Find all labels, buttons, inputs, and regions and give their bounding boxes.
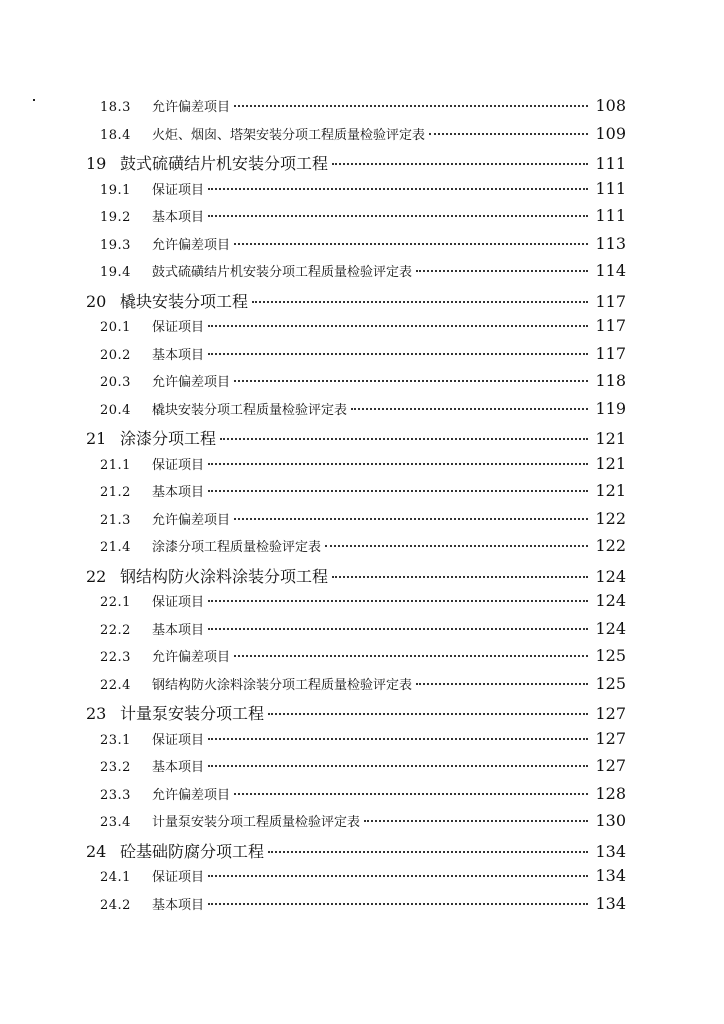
- table-of-contents: [84, 96, 626, 921]
- toc-section-row[interactable]: [84, 894, 626, 922]
- toc-entry-title: 允许偏差项目: [152, 100, 231, 115]
- toc-dot-leader: [234, 518, 588, 520]
- toc-dot-leader: [332, 163, 588, 165]
- toc-section-row[interactable]: [84, 811, 626, 839]
- toc-entry-title: 计量泵安装分项工程: [120, 704, 265, 723]
- toc-dot-leader: [332, 576, 588, 578]
- toc-entry-title: 鼓式硫磺结片机安装分项工程: [120, 154, 329, 173]
- toc-dot-leader: [234, 380, 588, 382]
- toc-page-number: 124: [595, 566, 626, 586]
- toc-dot-leader: [208, 903, 588, 905]
- toc-page-number: 117: [595, 291, 626, 311]
- toc-dot-leader: [234, 655, 588, 657]
- toc-chapter-row[interactable]: [84, 151, 626, 179]
- toc-entry-number: 18.4: [100, 127, 131, 143]
- toc-section-row[interactable]: [84, 591, 626, 619]
- toc-chapter-row[interactable]: [84, 701, 626, 729]
- toc-dot-leader: [325, 545, 588, 547]
- toc-entry-title: 鼓式硫磺结片机安装分项工程质量检验评定表: [152, 265, 413, 280]
- toc-entry-title: 允许偏差项目: [152, 237, 231, 253]
- toc-entry-title: 基本项目: [152, 897, 205, 913]
- toc-page-number: 119: [595, 398, 626, 418]
- toc-entry-title: 橇块安装分项工程质量检验评定表: [152, 402, 348, 418]
- toc-section-row[interactable]: [84, 316, 626, 344]
- toc-entry-title: 火炬、烟囱、塔架安装分项工程质量检验评定表: [152, 127, 426, 143]
- toc-section-row[interactable]: [84, 784, 626, 812]
- toc-section-row[interactable]: [84, 206, 626, 234]
- toc-entry-number: 20: [86, 291, 107, 311]
- toc-dot-leader: [208, 628, 588, 630]
- toc-entry-title: 允许偏差项目: [152, 512, 231, 528]
- toc-entry-title: 保证项目: [152, 595, 205, 610]
- toc-section-row[interactable]: [84, 729, 626, 757]
- toc-page-number: 111: [595, 206, 626, 225]
- toc-entry-title: 保证项目: [152, 182, 205, 198]
- toc-entry-title: 砼基础防腐分项工程: [120, 841, 265, 861]
- toc-entry-number: 20.4: [100, 402, 131, 418]
- toc-entry-title: 保证项目: [152, 732, 205, 748]
- toc-entry-title: 基本项目: [152, 485, 205, 500]
- toc-page-number: 128: [595, 783, 626, 803]
- toc-dot-leader: [208, 353, 588, 355]
- toc-dot-leader: [416, 683, 588, 685]
- toc-entry-number: 21.4: [100, 540, 131, 555]
- toc-page-number: 113: [595, 233, 626, 253]
- toc-page-number: 134: [595, 893, 626, 913]
- toc-chapter-row[interactable]: [84, 564, 626, 592]
- toc-entry-title: 计量泵安装分项工程质量检验评定表: [152, 815, 361, 830]
- toc-entry-title: 钢结构防火涂料涂装分项工程: [120, 566, 329, 586]
- toc-dot-leader: [234, 105, 588, 107]
- toc-entry-number: 24.1: [100, 870, 131, 885]
- toc-entry-number: 19.1: [100, 182, 131, 198]
- toc-dot-leader: [208, 490, 588, 492]
- toc-entry-number: 18.3: [100, 100, 131, 115]
- toc-entry-title: 基本项目: [152, 210, 205, 225]
- toc-entry-number: 22.4: [100, 677, 131, 693]
- toc-dot-leader: [208, 463, 588, 465]
- toc-section-row[interactable]: [84, 674, 626, 702]
- toc-dot-leader: [429, 133, 588, 135]
- toc-page-number: 134: [595, 866, 626, 885]
- toc-page-number: 117: [595, 343, 626, 363]
- toc-entry-number: 22.3: [100, 650, 131, 665]
- toc-dot-leader: [208, 188, 588, 190]
- toc-entry-number: 19.2: [100, 210, 131, 225]
- toc-page-number: 124: [595, 618, 626, 638]
- toc-section-row[interactable]: [84, 646, 626, 674]
- toc-page-number: 114: [595, 261, 626, 280]
- toc-section-row[interactable]: [84, 261, 626, 289]
- toc-entry-title: 橇块安装分项工程: [120, 291, 249, 311]
- toc-dot-leader: [208, 765, 588, 767]
- toc-entry-number: 21.2: [100, 485, 131, 500]
- toc-chapter-row[interactable]: [84, 839, 626, 867]
- toc-entry-title: 保证项目: [152, 870, 205, 885]
- toc-page-number: 111: [595, 154, 626, 173]
- toc-section-row[interactable]: [84, 866, 626, 894]
- toc-page-number: 121: [595, 481, 626, 500]
- toc-dot-leader: [252, 301, 588, 303]
- toc-page-number: 111: [595, 178, 626, 198]
- toc-page-number: 127: [595, 728, 626, 748]
- toc-entry-title: 基本项目: [152, 347, 205, 363]
- toc-entry-number: 21.3: [100, 512, 131, 528]
- toc-dot-leader: [208, 875, 588, 877]
- toc-page-number: 125: [595, 646, 626, 665]
- toc-page-number: 134: [595, 841, 626, 861]
- toc-entry-title: 允许偏差项目: [152, 650, 231, 665]
- toc-section-row[interactable]: [84, 344, 626, 372]
- toc-page-number: 122: [595, 508, 626, 528]
- toc-entry-title: 保证项目: [152, 320, 205, 335]
- toc-dot-leader: [268, 713, 588, 715]
- toc-chapter-row[interactable]: [84, 426, 626, 454]
- toc-chapter-row[interactable]: [84, 289, 626, 317]
- toc-dot-leader: [364, 820, 588, 822]
- toc-entry-number: 23.3: [100, 787, 131, 803]
- toc-section-row[interactable]: [84, 481, 626, 509]
- toc-entry-number: 22.1: [100, 595, 131, 610]
- toc-entry-number: 23: [86, 704, 107, 723]
- toc-entry-number: 22: [86, 566, 107, 586]
- toc-section-row[interactable]: [84, 454, 626, 482]
- toc-entry-number: 23.1: [100, 732, 131, 748]
- toc-entry-title: 钢结构防火涂料涂装分项工程质量检验评定表: [152, 677, 413, 693]
- toc-page-number: 130: [595, 811, 626, 830]
- toc-entry-number: 21.1: [100, 457, 131, 473]
- toc-page-number: 117: [595, 316, 626, 335]
- toc-entry-number: 24.2: [100, 897, 131, 913]
- toc-entry-number: 19: [86, 154, 107, 173]
- toc-section-row[interactable]: [84, 619, 626, 647]
- toc-entry-title: 涂漆分项工程质量检验评定表: [152, 540, 322, 555]
- toc-entry-title: 允许偏差项目: [152, 787, 231, 803]
- toc-page-number: 125: [595, 673, 626, 693]
- toc-page-number: 127: [595, 756, 626, 775]
- toc-dot-leader: [208, 738, 588, 740]
- toc-entry-number: 20.3: [100, 375, 131, 390]
- toc-entry-title: 允许偏差项目: [152, 375, 231, 390]
- toc-entry-number: 23.4: [100, 815, 131, 830]
- toc-dot-leader: [208, 600, 588, 602]
- toc-page-number: 108: [595, 96, 626, 115]
- toc-section-row[interactable]: [84, 179, 626, 207]
- toc-dot-leader: [234, 243, 588, 245]
- toc-dot-leader: [208, 325, 588, 327]
- toc-entry-number: 22.2: [100, 622, 131, 638]
- toc-section-row[interactable]: [84, 96, 626, 124]
- toc-dot-leader: [351, 408, 588, 410]
- toc-entry-number: 19.4: [100, 265, 131, 280]
- toc-entry-number: 23.2: [100, 760, 131, 775]
- toc-entry-title: 保证项目: [152, 457, 205, 473]
- toc-entry-number: 24: [86, 841, 107, 861]
- toc-page-number: 121: [595, 429, 626, 448]
- toc-entry-title: 基本项目: [152, 622, 205, 638]
- toc-section-row[interactable]: [84, 234, 626, 262]
- toc-entry-number: 20.2: [100, 347, 131, 363]
- toc-entry-number: 20.1: [100, 320, 131, 335]
- toc-section-row[interactable]: [84, 509, 626, 537]
- toc-section-row[interactable]: [84, 124, 626, 152]
- toc-page-number: 122: [595, 536, 626, 555]
- toc-section-row[interactable]: [84, 371, 626, 399]
- toc-dot-leader: [208, 215, 588, 217]
- scan-speck: [33, 99, 35, 101]
- toc-dot-leader: [416, 270, 588, 272]
- toc-page-number: 124: [595, 591, 626, 610]
- toc-page-number: 121: [595, 453, 626, 473]
- toc-dot-leader: [220, 438, 588, 440]
- toc-page-number: 118: [595, 371, 626, 390]
- toc-dot-leader: [268, 851, 588, 853]
- toc-page-number: 109: [595, 123, 626, 143]
- toc-section-row[interactable]: [84, 536, 626, 564]
- toc-section-row[interactable]: [84, 756, 626, 784]
- toc-entry-number: 19.3: [100, 237, 131, 253]
- toc-section-row[interactable]: [84, 399, 626, 427]
- toc-entry-number: 21: [86, 429, 107, 448]
- toc-entry-title: 涂漆分项工程: [120, 429, 217, 448]
- toc-dot-leader: [234, 793, 588, 795]
- toc-page-number: 127: [595, 704, 626, 723]
- toc-entry-title: 基本项目: [152, 760, 205, 775]
